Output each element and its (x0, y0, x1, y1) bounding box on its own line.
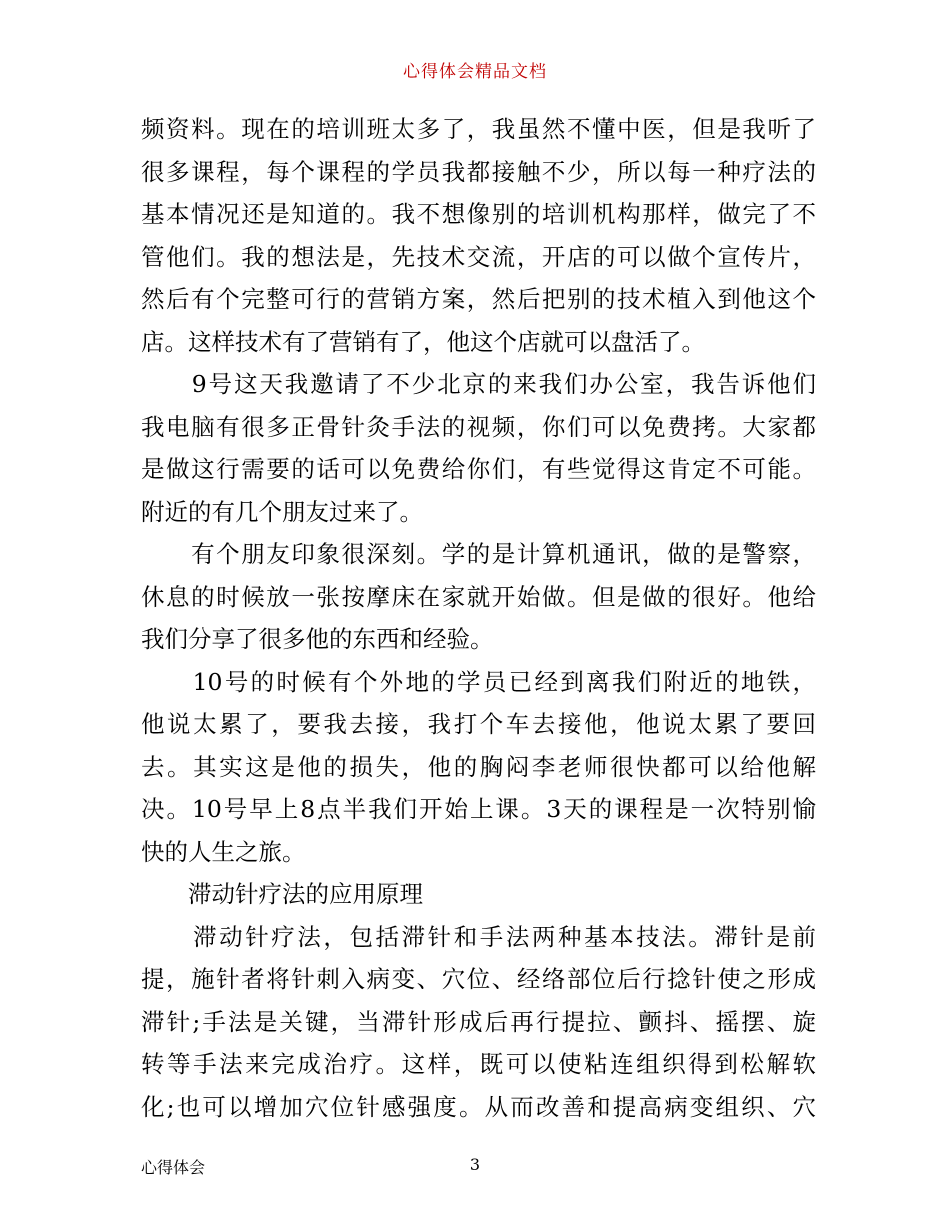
text-line: 化;也可以增加穴位针感强度。从而改善和提高病变组织、穴 (141, 1092, 816, 1121)
text-line: 我们分享了很多他的东西和经验。 (141, 625, 494, 653)
text-line: 滞动针疗法，包括滞针和手法两种基本技法。滞针是前 (141, 922, 816, 951)
text-line: 是做这行需要的话可以免费给你们，有些觉得这肯定不可能。 (141, 455, 816, 483)
page-number: 3 (469, 1155, 481, 1174)
text-line: 然后有个完整可行的营销方案，然后把别的技术植入到他这个 (141, 285, 816, 313)
text-line: 店。这样技术有了营销有了，他这个店就可以盘活了。 (141, 327, 705, 356)
text-line: 很多课程，每个课程的学员我都接触不少，所以每一种疗法的 (141, 157, 816, 186)
text-line: 滞针;手法是关键，当滞针形成后再行提拉、颤抖、摇摆、旋 (141, 1007, 816, 1036)
text-line: 有个朋友印象很深刻。学的是计算机通讯，做的是警察， (141, 540, 816, 568)
text-line: 管他们。我的想法是，先技术交流，开店的可以做个宣传片， (141, 242, 816, 271)
text-line: 他说太累了，要我去接，我打个车去接他，他说太累了要回 (141, 710, 816, 738)
text-line: 快的人生之旅。 (141, 837, 306, 866)
text-line: 9号这天我邀请了不少北京的来我们办公室，我告诉他们 (141, 370, 816, 398)
text-line: 转等手法来完成治疗。这样，既可以使粘连组织得到松解软 (141, 1050, 816, 1078)
text-line: 附近的有几个朋友过来了。 (141, 497, 423, 526)
section-heading: 滞动针疗法的应用原理 (141, 880, 423, 908)
text-line: 决。10号早上8点半我们开始上课。3天的课程是一次特别愉 (141, 795, 816, 823)
text-line: 10号的时候有个外地的学员已经到离我们附近的地铁， (141, 667, 816, 696)
footer-label: 心得体会 (141, 1158, 206, 1177)
page-header-title: 心得体会精品文档 (403, 62, 547, 82)
text-line: 基本情况还是知道的。我不想像别的培训机构那样，做完了不 (141, 200, 816, 228)
text-line: 频资料。现在的培训班太多了，我虽然不懂中医，但是我听了 (141, 115, 816, 143)
body-text (141, 108, 816, 1128)
text-line: 去。其实这是他的损失，他的胸闷李老师很快都可以给他解 (141, 752, 816, 781)
text-line: 我电脑有很多正骨针灸手法的视频，你们可以免费拷。大家都 (141, 412, 816, 441)
text-line: 休息的时候放一张按摩床在家就开始做。但是做的很好。他给 (141, 582, 816, 611)
text-line: 提，施针者将针刺入病变、穴位、经络部位后行捻针使之形成 (141, 965, 816, 993)
